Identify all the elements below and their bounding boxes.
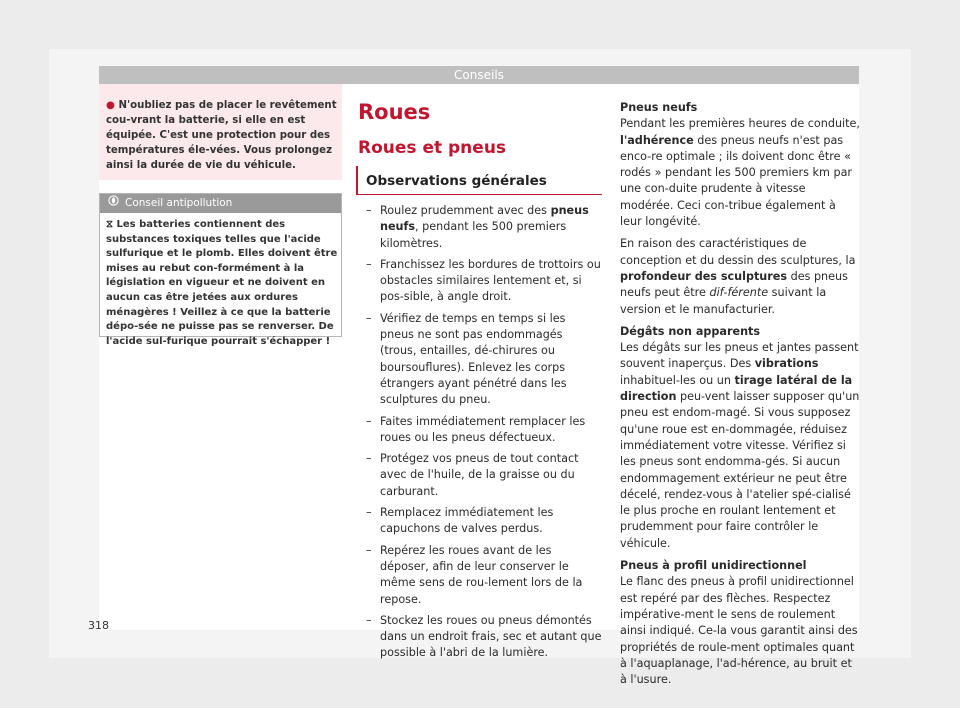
note-body: N'oubliez pas de placer le revêtement cou-vrant la batterie, si elle en est équipée. C'est une protection pour des températures éle-vées. Vous prolongez ainsi la durée de vie du véhicule. (106, 100, 337, 171)
neufs-paragraph-2: En raison des caractéristiques de conception et du dessin des sculptures, la profondeur des sculptures des pneus neufs peut être dif-férente suivant la version et le manufacturier. (620, 237, 856, 316)
list-item: – Faites immédiatement remplacer les roues ou les pneus défectueux. (366, 414, 586, 444)
list-item: – Vérifiez de temps en temps si les pneus ne sont pas endommagés (trous, entailles, dé-chirures ou boursouflures). Enlevez les corps étrangers ayant pénétré dans les sculptures du pneu. (366, 311, 567, 407)
eco-header (100, 194, 341, 213)
note-text (106, 99, 338, 174)
unidir-paragraph: Le flanc des pneus à profil unidirectionnel est repéré par des flèches. Respectez impérative-ment le sens de roulement ainsi indiqué. Ce-la vous garantit ainsi des propriétés de roule-ment optimales quant à l'aquaplanage, l'ad-hérence, au bruit et à l'usure. (620, 575, 858, 687)
neufs-paragraph-1: Pendant les premières heures de conduite, l'adhérence des pneus neufs n'est pas enco-re optimale ; ils doivent donc être « rodés » pendant les 500 premiers km par une con-duite prudente à vitesse modérée. Ceci con-tribue également à leur longévité. (620, 117, 860, 229)
list-item: – Franchissez les bordures de trottoirs ou obstacles similaires lentement et, si pos-sible, à angle droit. (366, 257, 601, 304)
degats-paragraph: Les dégâts sur les pneus et jantes passent souvent inaperçus. Des vibrations inhabituel-les ou un tirage latéral de la direction peu-vent laisser supposer qu'un pneu est endom-magé. Si vous supposez qu'une roue est en-dommagée, réduisez immédiatement votre vitesse. Vérifiez si les pneus sont endomma-gés. Si aucun endommagement extérieur ne peut être décelé, rendez-vous à l'atelier spé-cialisé le plus proche en roulant lentement et prudemment pour faire contrôler le véhicule. (620, 341, 860, 550)
section-subtitle: Roues et pneus (358, 138, 507, 158)
bullet-icon: ● (106, 100, 115, 111)
leaf-icon (108, 194, 119, 213)
list-item: – Stockez les roues ou pneus démontés dans un endroit frais, sec et autant que possible à l'abri de la lumière. (366, 613, 602, 660)
page-number: 318 (88, 619, 109, 632)
warning-icon: ⧖ (106, 219, 117, 230)
list-item: – Repérez les roues avant de les déposer, afin de leur conserver le même sens de rou-lement lors de la repose. (366, 543, 583, 606)
eco-title: Conseil antipollution (125, 197, 233, 209)
right-column (620, 100, 860, 694)
degats-heading: Dégâts non apparents (620, 324, 761, 338)
unidir-heading: Pneus à profil unidirectionnel (620, 559, 807, 573)
neufs-heading: Pneus neufs (620, 101, 698, 114)
eco-body: Les batteries contiennent des substances toxiques telles que l'acide sulfurique et le plomb. Elles doivent être mises au rebut con-formément à la législation en vigueur et ne doivent en aucun cas être jetées aux ordures ménagères ! Veillez à ce que la batterie dépo-sée ne puisse pas se renverser. De l'acide sul-furique pourrait s'échapper ! (106, 219, 338, 347)
list-item: – Roulez prudemment avec des pneus neufs, pendant les 500 premiers kilomètres. (366, 204, 589, 250)
list-item: – Protégez vos pneus de tout contact avec de l'huile, de la graisse ou du carburant. (366, 452, 579, 498)
eco-text (106, 218, 338, 349)
section-title: Roues (358, 100, 431, 124)
page-header: Conseils (99, 66, 859, 84)
advice-list (366, 203, 602, 667)
section-heading: Observations générales (366, 173, 547, 189)
list-item: – Remplacez immédiatement les capuchons de valves perdus. (366, 506, 554, 536)
